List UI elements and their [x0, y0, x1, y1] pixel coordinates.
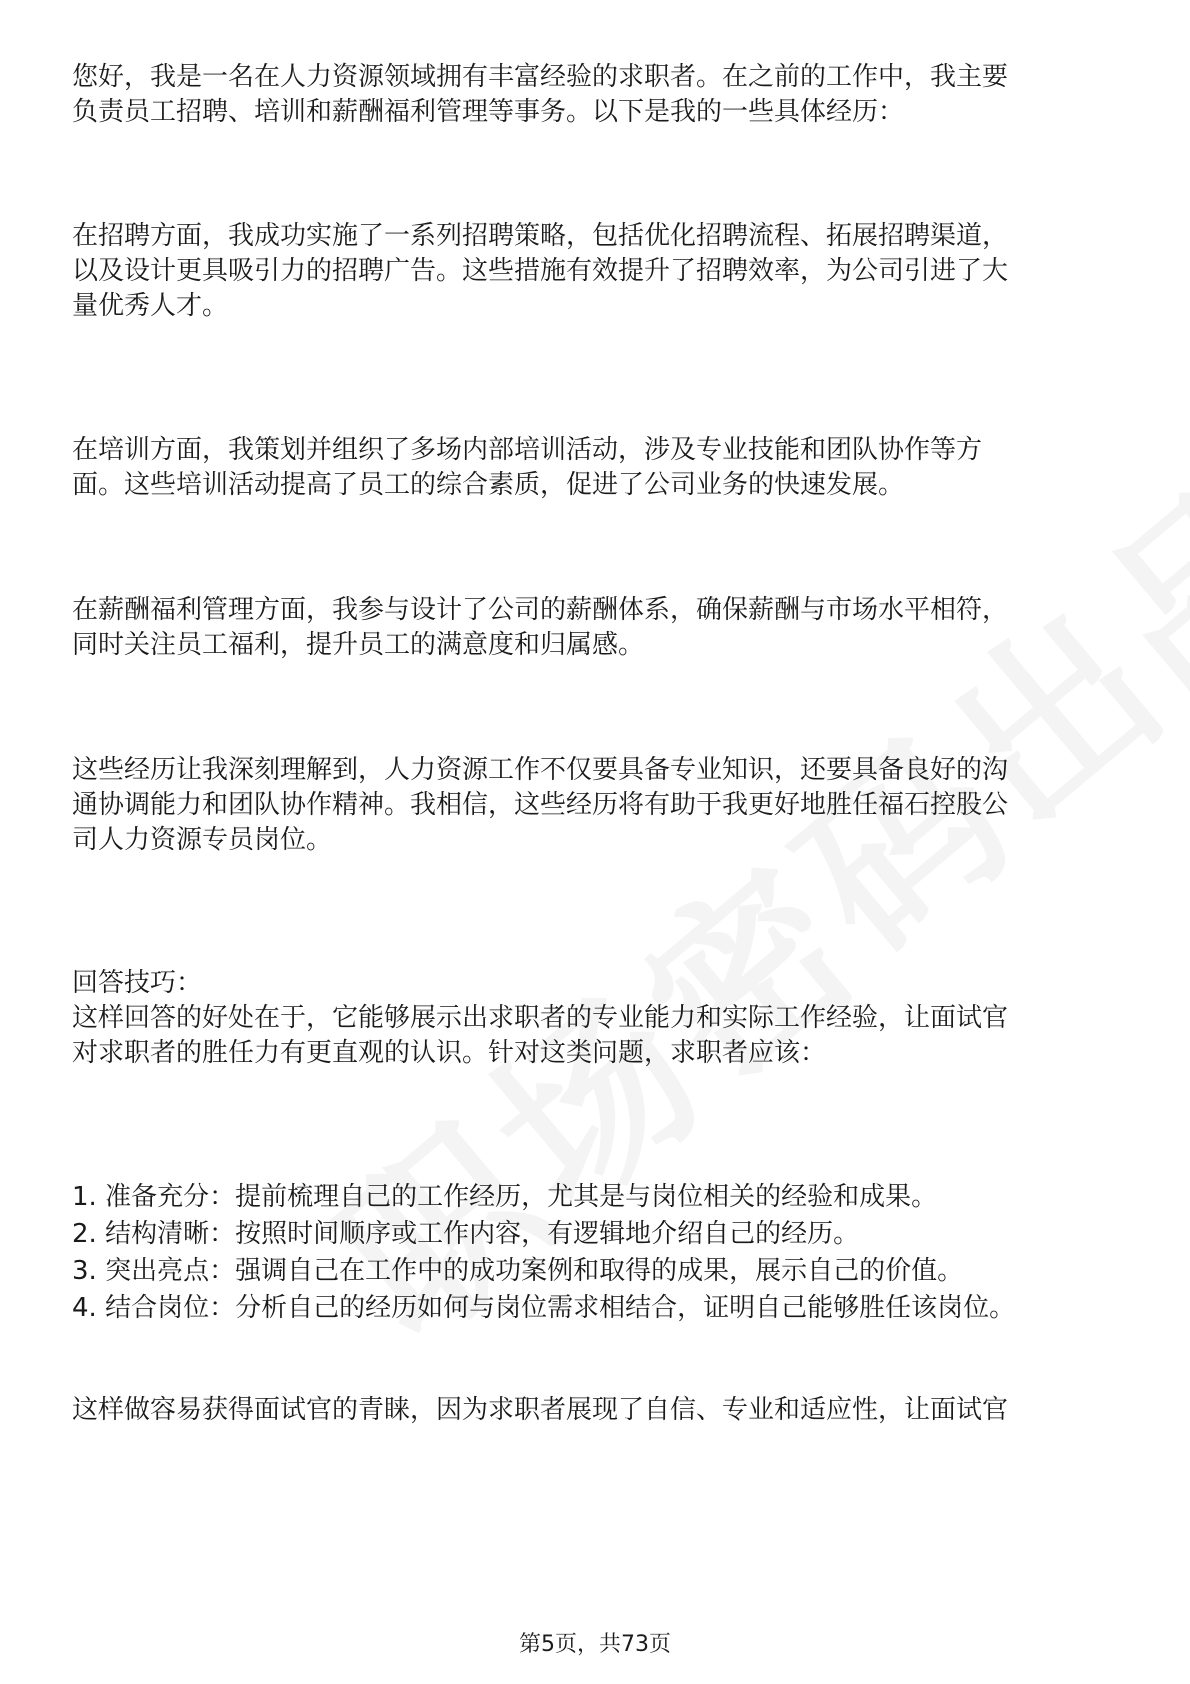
text-line: 负责员工招聘、培训和薪酬福利管理等事务。以下是我的一些具体经历：	[72, 97, 905, 127]
tips-section	[72, 966, 1122, 1071]
list-item: 3. 突出亮点：强调自己在工作中的成功案例和取得的成果，展示自己的价值。	[72, 1256, 964, 1286]
text-line: 对求职者的胜任力有更直观的认识。针对这类问题，求职者应该：	[72, 1038, 827, 1068]
text-line: 这些经历让我深刻理解到，人力资源工作不仅要具备专业知识，还要具备良好的沟	[72, 755, 1009, 785]
text-line: 以及设计更具吸引力的招聘广告。这些措施有效提升了招聘效率，为公司引进了大	[72, 256, 1009, 286]
tips-list	[72, 1180, 1122, 1328]
text-line: 您好，我是一名在人力资源领域拥有丰富经验的求职者。在之前的工作中，我主要	[72, 62, 1009, 92]
text-line: 通协调能力和团队协作精神。我相信，这些经历将有助于我更好地胜任福石控股公	[72, 790, 1009, 820]
list-item: 1. 准备充分：提前梳理自己的工作经历，尤其是与岗位相关的经验和成果。	[72, 1182, 938, 1212]
text-line: 同时关注员工福利，提升员工的满意度和归属感。	[72, 630, 645, 660]
list-item: 2. 结构清晰：按照时间顺序或工作内容，有逻辑地介绍自己的经历。	[72, 1219, 860, 1249]
text-line: 这样做容易获得面试官的青睐，因为求职者展现了自信、专业和适应性，让面试官	[72, 1395, 1009, 1425]
paragraph-closing	[72, 1393, 1122, 1428]
paragraph-training	[72, 433, 1122, 503]
text-line: 在薪酬福利管理方面，我参与设计了公司的薪酬体系，确保薪酬与市场水平相符，	[72, 595, 1009, 625]
page-number: 第5页，共73页	[519, 1632, 671, 1657]
paragraph-summary	[72, 753, 1122, 858]
text-line: 司人力资源专员岗位。	[72, 825, 333, 855]
paragraph-recruiting	[72, 219, 1122, 324]
text-line: 面。这些培训活动提高了员工的综合素质，促进了公司业务的快速发展。	[72, 470, 905, 500]
paragraph-intro	[72, 60, 1122, 130]
text-line: 在招聘方面，我成功实施了一系列招聘策略，包括优化招聘流程、拓展招聘渠道，	[72, 221, 1009, 251]
paragraph-compensation	[72, 593, 1122, 663]
text-line: 这样回答的好处在于，它能够展示出求职者的专业能力和实际工作经验，让面试官	[72, 1003, 1009, 1033]
text-line: 量优秀人才。	[72, 291, 229, 321]
text-line: 在培训方面，我策划并组织了多场内部培训活动，涉及专业技能和团队协作等方	[72, 435, 983, 465]
list-item: 4. 结合岗位：分析自己的经历如何与岗位需求相结合，证明自己能够胜任该岗位。	[72, 1293, 1016, 1323]
tips-heading: 回答技巧：	[72, 968, 203, 998]
